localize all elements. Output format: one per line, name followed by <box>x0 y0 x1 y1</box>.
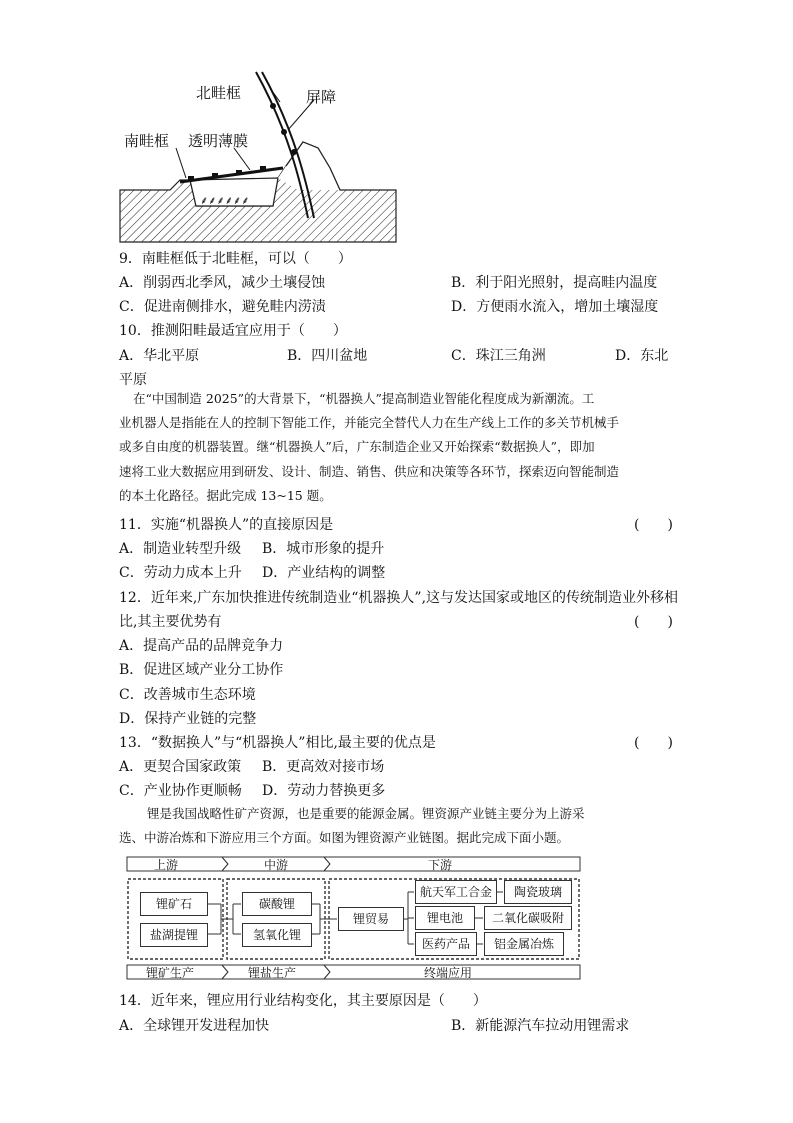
q12-bracket: ( ) <box>634 614 673 630</box>
node-salt-lake-lithium: 盐湖提锂 <box>140 923 208 947</box>
node-lithium-hydroxide: 氢氧化锂 <box>242 923 312 947</box>
q11-option-a: A．制造业转型升级 <box>119 541 242 557</box>
q10-option-c: C．珠江三角洲 <box>451 348 546 364</box>
node-ceramic-glass: 陶瓷玻璃 <box>504 880 572 904</box>
passage1-line-3: 或多自由度的机器装置。继“机器换人”后，广东制造企业又开始探索“数据换人”，即加 <box>119 439 595 454</box>
q11-stem: 11．实施“机器换人”的直接原因是 <box>119 517 334 533</box>
node-lithium-carbonate: 碳酸锂 <box>242 892 312 916</box>
q13-option-b: B．更高效对接市场 <box>262 759 385 775</box>
node-lithium-trade: 锂贸易 <box>338 907 404 931</box>
bottom-end-use: 终端应用 <box>424 966 473 980</box>
q14-option-b: B．新能源汽车拉动用锂需求 <box>451 1018 630 1034</box>
q11-bracket: ( ) <box>634 517 673 533</box>
q10-option-d-wrap: 平原 <box>119 372 147 388</box>
figure-sunny-bed <box>118 70 398 245</box>
q11-option-c: C．劳动力成本上升 <box>119 565 242 581</box>
label-north-frame: 北畦框 <box>196 84 242 102</box>
q11-option-b: B．城市形象的提升 <box>262 541 385 557</box>
q13-option-a: A．更契合国家政策 <box>119 759 242 775</box>
q12-option-d: D．保持产业链的完整 <box>119 711 257 727</box>
svg-text:⸙⸙⸙⸙⸙⸙: ⸙⸙⸙⸙⸙⸙ <box>200 194 250 207</box>
q11-option-d: D．产业结构的调整 <box>262 565 386 581</box>
label-south-frame: 南畦框 <box>124 132 170 150</box>
lithium-chain-diagram <box>126 855 582 983</box>
bottom-ore-production: 锂矿生产 <box>146 966 195 980</box>
q12-option-c: C．改善城市生态环境 <box>119 687 256 703</box>
sunny-bed-drawing <box>118 70 398 245</box>
passage2-line-1: 锂是我国战略性矿产资源，也是重要的能源金属。锂资源产业链主要分为上游采 <box>147 806 585 821</box>
q14-option-a: A．全球锂开发进程加快 <box>119 1018 270 1034</box>
stage-upstream: 上游 <box>154 858 179 872</box>
q9-stem: 9．南畦框低于北畦框，可以（ ） <box>119 251 352 267</box>
node-lithium-ore: 锂矿石 <box>140 892 208 916</box>
passage1-line-5: 的本土化路径。据此完成 13~15 题。 <box>119 488 332 503</box>
q12-stem-continued: 比,其主要优势有 <box>119 614 222 630</box>
passage2-line-2: 选、中游冶炼和下游应用三个方面。如图为锂资源产业链图。据此完成下面小题。 <box>119 830 570 845</box>
node-aluminum-smelting: 铝金属冶炼 <box>484 932 564 956</box>
label-film: 透明薄膜 <box>188 132 249 150</box>
q10-option-d: D．东北 <box>615 348 669 364</box>
stage-midstream: 中游 <box>264 858 289 872</box>
node-pharmaceuticals: 医药产品 <box>415 932 477 956</box>
passage1-line-1: 在“中国制造 2025”的大背景下，“机器换人”提高制造业智能化程度成为新潮流。工 <box>133 391 595 406</box>
label-screen: 屏障 <box>306 88 337 106</box>
q12-stem: 12．近年来,广东加快推进传统制造业“机器换人”,这与发达国家或地区的传统制造业外移相 <box>119 590 679 606</box>
passage1-line-2: 业机器人是指能在人的控制下智能工作，并能完全替代人力在生产线上工作的多关节机械手 <box>119 415 620 430</box>
node-lithium-battery: 锂电池 <box>415 906 475 930</box>
node-aerospace-alloy: 航天军工合金 <box>415 880 497 904</box>
q9-option-c: C．促进南侧排水，避免畦内涝渍 <box>119 299 326 315</box>
q10-stem: 10．推测阳畦最适宜应用于（ ） <box>119 323 347 339</box>
q9-option-a: A．削弱西北季风，减少土壤侵蚀 <box>119 275 326 291</box>
stage-downstream: 下游 <box>428 858 453 872</box>
q12-option-a: A．提高产品的品牌竞争力 <box>119 638 284 654</box>
q13-option-c: C．产业协作更顺畅 <box>119 783 242 799</box>
q13-option-d: D．劳动力替换更多 <box>262 783 386 799</box>
q13-stem: 13．“数据换人”与“机器换人”相比,最主要的优点是 <box>119 735 436 751</box>
bottom-salt-production: 锂盐生产 <box>248 966 297 980</box>
q14-stem: 14．近年来，锂应用行业结构变化，其主要原因是（ ） <box>119 993 487 1009</box>
q13-bracket: ( ) <box>634 735 673 751</box>
q10-option-a: A．华北平原 <box>119 348 200 364</box>
q9-option-b: B．利于阳光照射，提高畦内温度 <box>451 275 658 291</box>
q9-option-d: D．方便雨水流入，增加土壤湿度 <box>451 299 659 315</box>
q12-option-b: B．促进区域产业分工协作 <box>119 662 284 678</box>
passage1-line-4: 速将工业大数据应用到研发、设计、制造、销售、供应和决策等各环节，探索迈向智能制造 <box>119 464 620 479</box>
q10-option-b: B．四川盆地 <box>287 348 368 364</box>
node-co2-adsorption: 二氧化碳吸附 <box>484 906 572 930</box>
